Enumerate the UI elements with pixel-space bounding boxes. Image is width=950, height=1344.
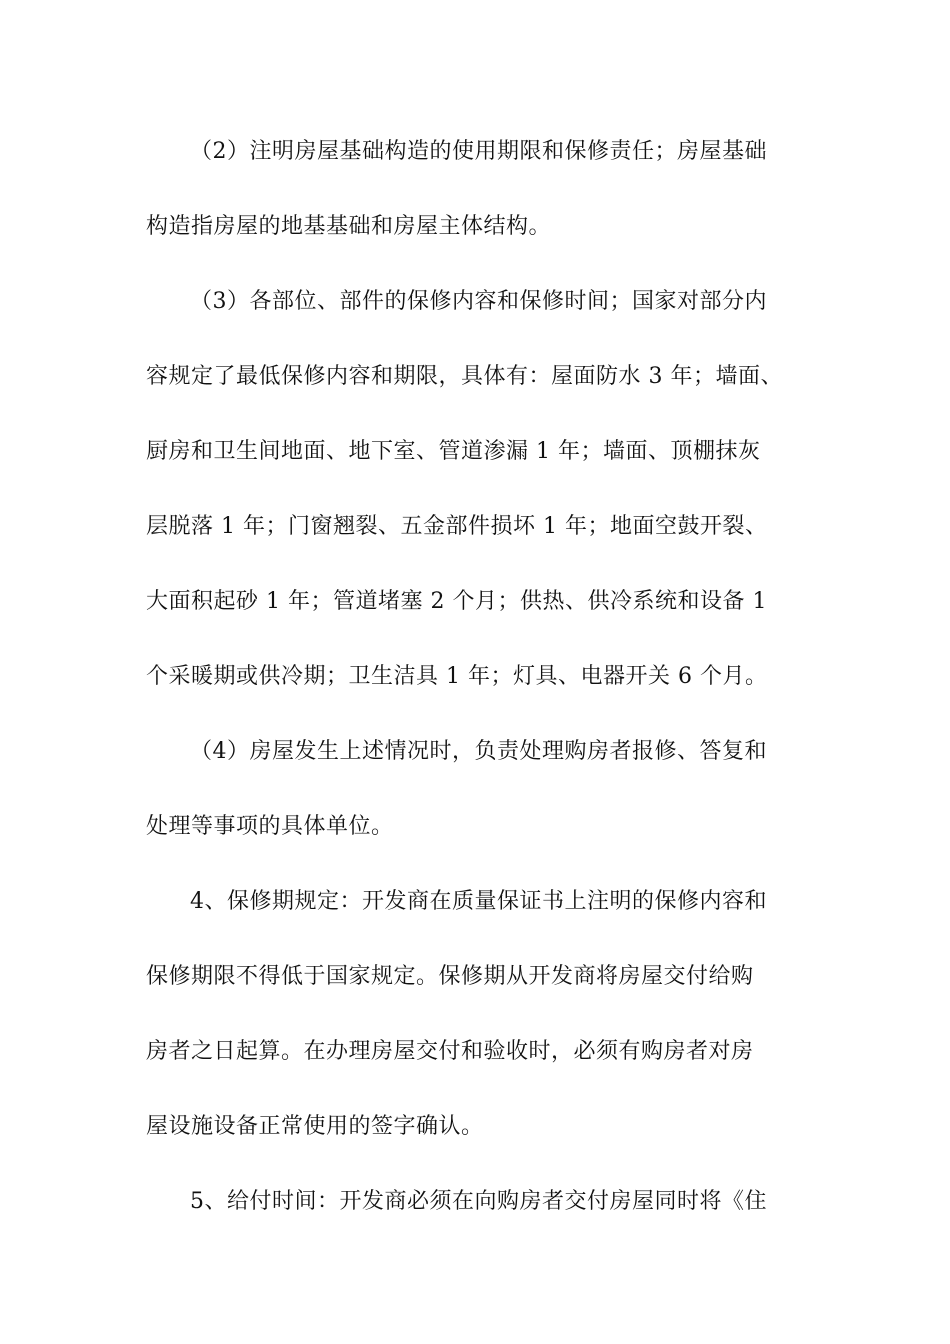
text-line: 容规定了最低保修内容和期限，具体有：屋面防水 3 年；墙面、 [146,364,783,389]
text-line: 厨房和卫生间地面、地下室、管道渗漏 1 年；墙面、顶棚抹灰 [146,439,761,464]
text-line: 构造指房屋的地基基础和房屋主体结构。 [146,214,552,239]
text-line: （3）各部位、部件的保修内容和保修时间；国家对部分内 [190,289,767,314]
text-line: 4、保修期规定：开发商在质量保证书上注明的保修内容和 [190,889,767,914]
text-line: 处理等事项的具体单位。 [146,814,394,839]
text-line: 个采暖期或供冷期；卫生洁具 1 年；灯具、电器开关 6 个月。 [146,664,768,689]
text-line: 房者之日起算。在办理房屋交付和验收时，必须有购房者对房 [146,1039,754,1064]
text-line: 大面积起砂 1 年；管道堵塞 2 个月；供热、供冷系统和设备 1 [146,589,767,614]
text-line: 屋设施设备正常使用的签字确认。 [146,1114,484,1139]
text-line: （2）注明房屋基础构造的使用期限和保修责任；房屋基础 [190,139,767,164]
text-line: 层脱落 1 年；门窗翘裂、五金部件损坏 1 年；地面空鼓开裂、 [146,514,768,539]
text-line: 保修期限不得低于国家规定。保修期从开发商将房屋交付给购 [146,964,754,989]
text-line: 5、给付时间：开发商必须在向购房者交付房屋同时将《住 [190,1189,767,1214]
text-line: （4）房屋发生上述情况时，负责处理购房者报修、答复和 [190,739,767,764]
